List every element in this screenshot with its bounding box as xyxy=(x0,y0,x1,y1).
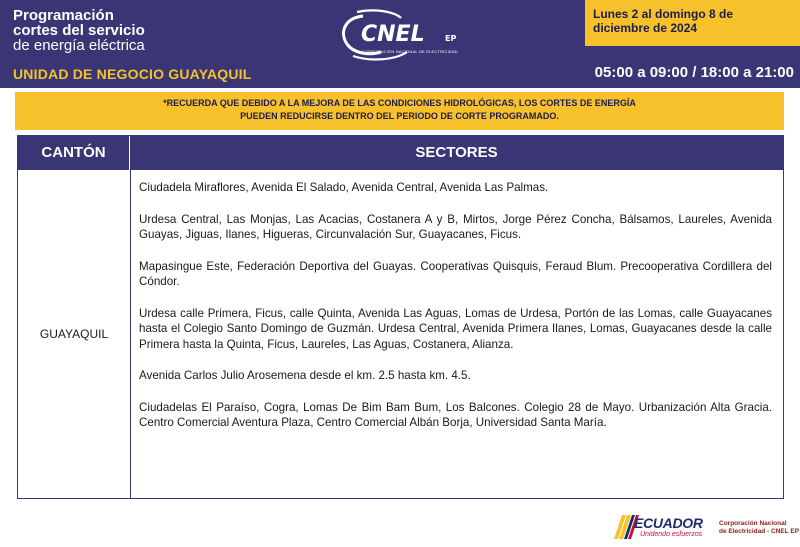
title-line-1: Programación xyxy=(13,7,114,24)
corporation-label xyxy=(719,520,799,536)
business-unit-label: UNIDAD DE NEGOCIO GUAYAQUIL xyxy=(13,66,252,82)
sector-group: Ciudadela Miraflores, Avenida El Salado, Avenida Central, Avenida Las Palmas. xyxy=(139,181,549,194)
logo-text: CNEL xyxy=(361,22,425,47)
sector-group: Urdesa calle Primera, Ficus, calle Quinta, Avenida Las Aguas, Lomas de Urdesa, Portón de las Lomas, calle Guayacanes hasta el Colegio Santo Domingo de Guzmán. Urdesa Central, Avenida Primera Ilanes, Lomas, Guayacanes desde la calle Primera hasta la Quinta, Ficus, Laureles, Las Aguas, Costanera, Alianza. xyxy=(139,306,772,351)
sector-group: Avenida Carlos Julio Arosemena desde el km. 2.5 hasta km. 4.5. xyxy=(139,369,471,382)
canton-cell xyxy=(18,170,130,498)
corp-line-1: Corporación Nacional xyxy=(719,520,787,527)
ecuador-wordmark: ECUADOR xyxy=(634,515,703,531)
date-box xyxy=(585,0,800,46)
column-header-canton: CANTÓN xyxy=(18,136,130,170)
ecuador-slogan: Unidendo esfuerzos xyxy=(640,531,703,538)
schedule-table xyxy=(17,135,784,499)
cnel-logo xyxy=(335,8,475,64)
table-header xyxy=(18,136,783,170)
notice-banner xyxy=(15,92,784,130)
outage-hours: 05:00 a 09:00 / 18:00 a 21:00 xyxy=(594,64,794,81)
sectors-cell xyxy=(139,180,772,447)
title-line-2: cortes del servicio xyxy=(13,22,145,39)
sector-group: Ciudadelas El Paraíso, Cogra, Lomas De Bim Bam Bum, Los Balcones. Colegio 28 de Mayo. Urbanización Alta Gracia. Centro Comercial Aventura Plaza, Centro Comercial Albán Borja, Universidad Santa María. xyxy=(139,400,772,429)
date-line-1: Lunes 2 al domingo 8 de xyxy=(593,7,734,21)
date-line-2: diciembre de 2024 xyxy=(593,21,698,35)
title-line-3: de energía eléctrica xyxy=(13,37,145,54)
sector-group: Mapasingue Este, Federación Deportiva del Guayas. Cooperativas Quisquis, Feraud Blum. Precooperativa Cordillera del Cóndor. xyxy=(139,259,772,288)
corp-line-2: de Electricidad - CNEL EP xyxy=(719,528,800,535)
logo-subtitle: CORPORACIÓN NACIONAL DE ELECTRICIDAD xyxy=(362,49,458,54)
logo-suffix: EP xyxy=(445,34,457,43)
notice-line-1: *RECUERDA QUE DEBIDO A LA MEJORA DE LAS CONDICIONES HIDROLÓGICAS, LOS CORTES DE ENERGÍA xyxy=(163,98,636,108)
program-title xyxy=(13,8,145,53)
notice-line-2: PUEDEN REDUCIRSE DENTRO DEL PERIODO DE CORTE PROGRAMADO. xyxy=(240,111,559,121)
column-divider xyxy=(130,170,131,498)
sector-group: Urdesa Central, Las Monjas, Las Acacias, Costanera A y B, Mirtos, Jorge Pérez Concha, Bálsamos, Laureles, Avenida Guayas, Jiguas, Ilanes, Higueras, Circunvalación Sur, Guayacanes, Ficus. xyxy=(139,212,772,241)
canton-name: GUAYAQUIL xyxy=(39,327,109,341)
column-header-sectores: SECTORES xyxy=(415,144,498,161)
header-banner xyxy=(0,0,800,88)
